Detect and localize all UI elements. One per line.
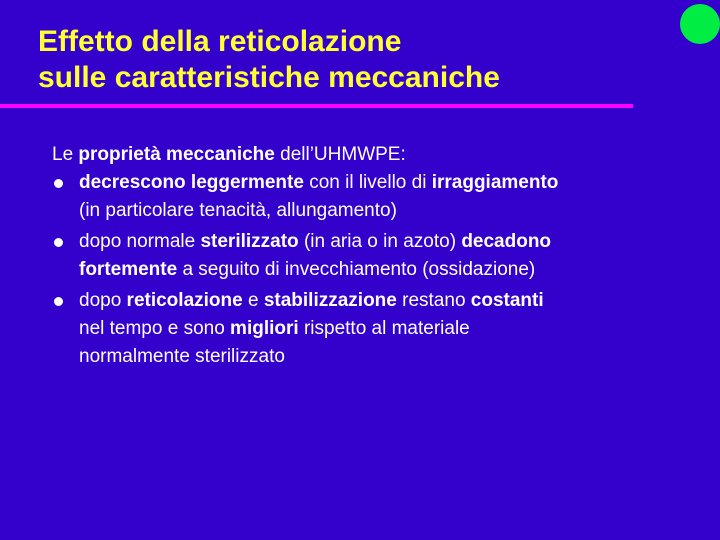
bullet-2-line-2 xyxy=(79,256,702,284)
intro-bold: proprietà meccaniche xyxy=(78,144,275,165)
bullet-2-bold-1: sterilizzato xyxy=(200,231,299,252)
bullet-2-line-1 xyxy=(79,228,702,256)
green-circle-icon xyxy=(680,4,720,44)
bullet-3-bold-1: reticolazione xyxy=(126,290,243,311)
bullet-3-line-2 xyxy=(79,315,702,343)
bullet-icon xyxy=(54,297,63,306)
bullet-icon xyxy=(54,238,63,247)
bullet-1-text-1: con il livello di xyxy=(303,172,432,193)
bullet-1-bold-2: irraggiamento xyxy=(431,172,559,193)
title-underline xyxy=(0,104,633,108)
bullet-2-bold-2: decadono xyxy=(461,231,552,252)
intro-suffix: dell’UHMWPE: xyxy=(274,144,406,165)
intro-prefix: Le xyxy=(52,144,79,165)
title-line-2: sulle caratteristiche meccaniche xyxy=(38,61,500,94)
bullet-3-text-1: dopo xyxy=(79,290,127,311)
slide-content xyxy=(52,141,702,374)
bullet-1-line-1 xyxy=(79,169,702,197)
slide-title xyxy=(38,24,658,96)
bullet-2-bold-3: fortemente xyxy=(79,259,178,280)
bullet-item-2 xyxy=(52,228,702,284)
title-line-1: Effetto della reticolazione xyxy=(38,25,402,58)
bullet-2-text-1: dopo normale xyxy=(79,231,201,252)
bullet-3-bold-3: costanti xyxy=(470,290,544,311)
bullet-2-text-3: a seguito di invecchiamento (ossidazione) xyxy=(177,259,536,280)
bullet-2-text-2: (in aria o in azoto) xyxy=(298,231,462,252)
bullet-3-text-5: rispetto al materiale xyxy=(298,318,470,339)
bullet-1-bold-1: decrescono leggermente xyxy=(79,172,304,193)
bullet-item-1 xyxy=(52,169,702,225)
bullet-3-text-2: e xyxy=(242,290,264,311)
bullet-3-line-3: normalmente sterilizzato xyxy=(79,346,285,367)
bullet-icon xyxy=(54,179,63,188)
bullet-3-bold-4: migliori xyxy=(230,318,299,339)
bullet-list xyxy=(52,169,702,371)
intro-line xyxy=(52,141,702,169)
bullet-3-text-3: restano xyxy=(396,290,471,311)
bullet-3-line-1 xyxy=(79,287,702,315)
bullet-3-text-4: nel tempo e sono xyxy=(79,318,231,339)
bullet-item-3 xyxy=(52,287,702,371)
bullet-1-line-2: (in particolare tenacità, allungamento) xyxy=(79,200,397,221)
bullet-3-bold-2: stabilizzazione xyxy=(263,290,397,311)
